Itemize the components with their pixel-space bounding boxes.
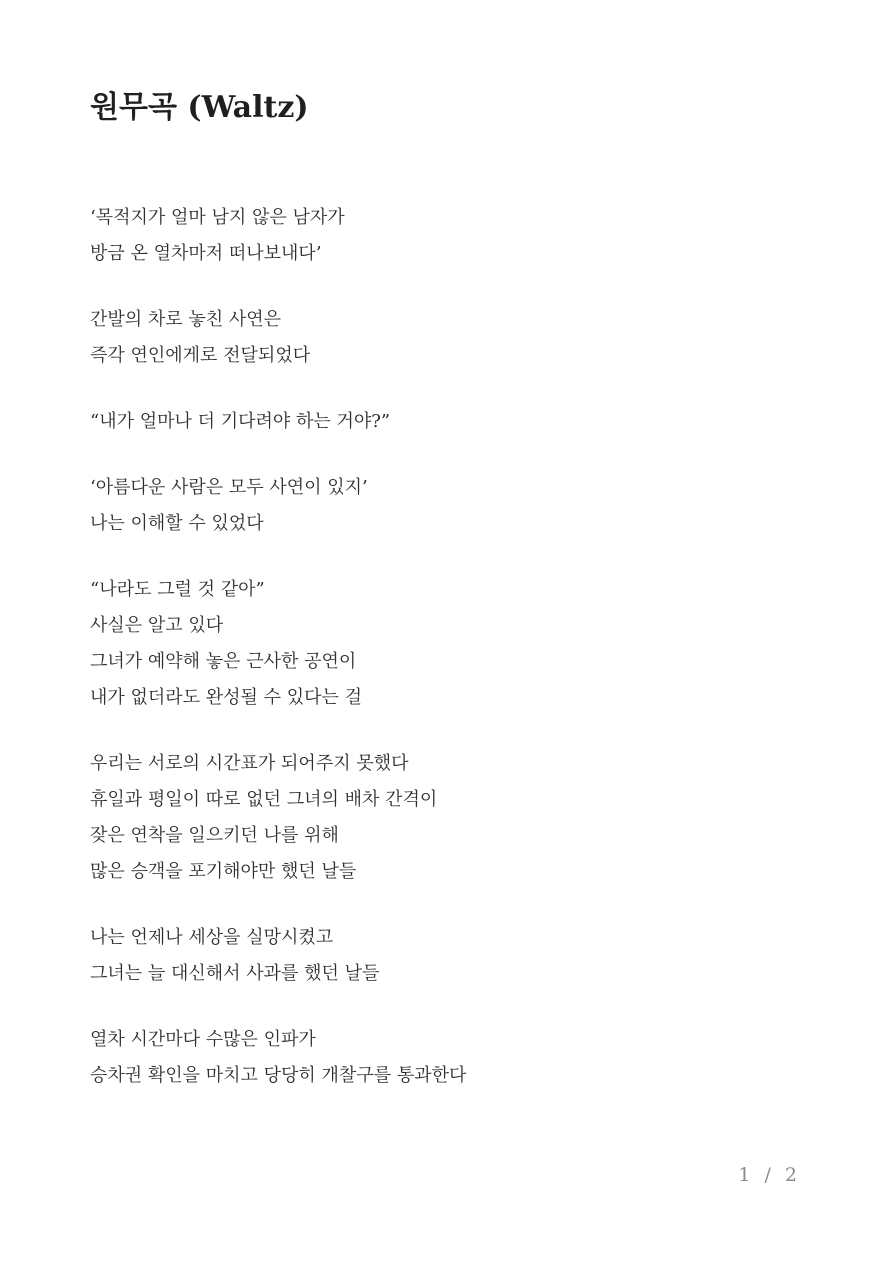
stanza bbox=[90, 1022, 810, 1094]
poem-line: 열차 시간마다 수많은 인파가 bbox=[90, 1029, 316, 1050]
poem-line: “나라도 그럴 것 같아” bbox=[90, 579, 265, 600]
poem-line: 휴일과 평일이 따로 없던 그녀의 배차 간격이 bbox=[90, 789, 438, 810]
poem-line: 잦은 연착을 일으키던 나를 위해 bbox=[90, 825, 339, 846]
poem-line: 방금 온 열차마저 떠나보내다’ bbox=[90, 243, 322, 264]
poem-line: 나는 이해할 수 있었다 bbox=[90, 513, 264, 534]
poem-line: ‘아름다운 사람은 모두 사연이 있지’ bbox=[90, 477, 368, 498]
poem-line: 나는 언제나 세상을 실망시켰고 bbox=[90, 927, 334, 948]
poem-body bbox=[90, 200, 810, 1124]
stanza bbox=[90, 470, 810, 542]
stanza bbox=[90, 200, 810, 272]
stanza bbox=[90, 302, 810, 374]
poem-line: 즉각 연인에게로 전달되었다 bbox=[90, 345, 311, 366]
stanza bbox=[90, 404, 810, 440]
poem-line: 많은 승객을 포기해야만 했던 날들 bbox=[90, 861, 357, 882]
poem-line: 그녀는 늘 대신해서 사과를 했던 날들 bbox=[90, 963, 380, 984]
poem-title: 원무곡 (Waltz) bbox=[90, 90, 309, 125]
poem-line: “내가 얼마나 더 기다려야 하는 거야?” bbox=[90, 411, 391, 432]
poem-line: 우리는 서로의 시간표가 되어주지 못했다 bbox=[90, 753, 409, 774]
stanza bbox=[90, 746, 810, 890]
poem-line: 내가 없더라도 완성될 수 있다는 걸 bbox=[90, 687, 363, 708]
poem-line: ‘목적지가 얼마 남지 않은 남자가 bbox=[90, 207, 345, 228]
poem-line: 간발의 차로 놓친 사연은 bbox=[90, 309, 282, 330]
poem-line: 그녀가 예약해 놓은 근사한 공연이 bbox=[90, 651, 357, 672]
poem-line: 사실은 알고 있다 bbox=[90, 615, 224, 636]
stanza bbox=[90, 572, 810, 716]
poem-line: 승차권 확인을 마치고 당당히 개찰구를 통과한다 bbox=[90, 1065, 467, 1086]
page-number: 1 / 2 bbox=[738, 1164, 801, 1186]
stanza bbox=[90, 920, 810, 992]
